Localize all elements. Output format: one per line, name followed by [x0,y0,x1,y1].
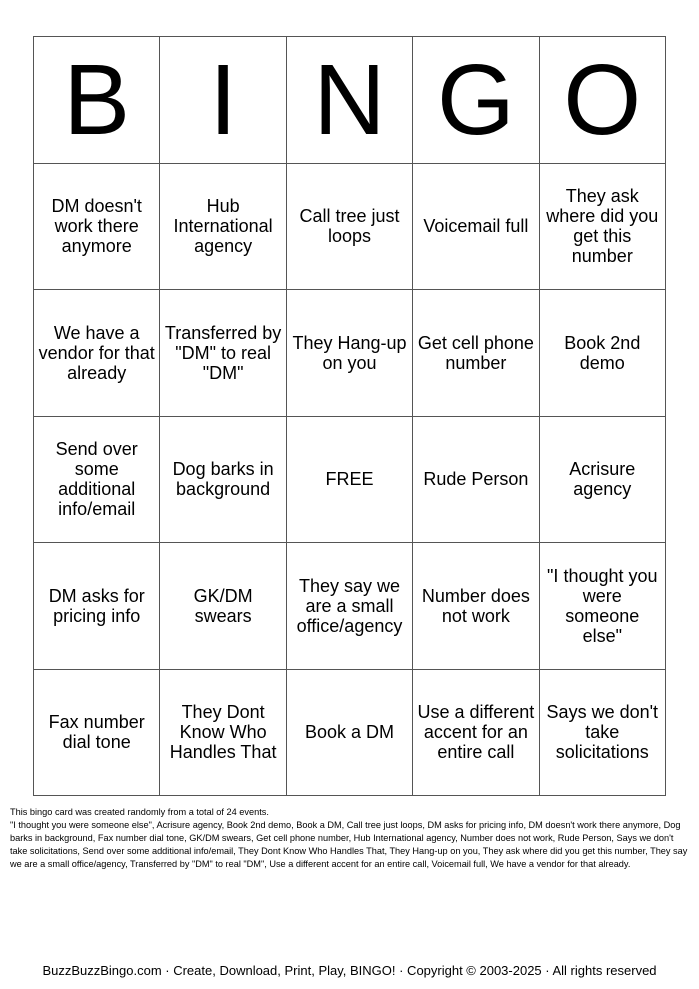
bingo-square: Get cell phone number [413,290,539,417]
bingo-square: They say we are a small office/agency [287,543,413,670]
bingo-square: DM asks for pricing info [34,543,160,670]
bingo-square: Use a different accent for an entire call [413,670,539,797]
header-letter-b: B [34,37,160,164]
bingo-square: They Dont Know Who Handles That [160,670,286,797]
bingo-square: Send over some additional info/email [34,417,160,544]
bingo-square: Book a DM [287,670,413,797]
header-letter-o: O [540,37,666,164]
copyright-footer: BuzzBuzzBingo.com · Create, Download, Print, Play, BINGO! · Copyright © 2003-2025 · All rights reserved [42,963,657,978]
card-footnote [10,806,690,871]
footnote-summary: This bingo card was created randomly from a total of 24 events. [10,807,269,817]
bingo-card [33,36,666,796]
bingo-square: Acrisure agency [540,417,666,544]
header-letter-n: N [287,37,413,164]
bingo-square: Book 2nd demo [540,290,666,417]
bingo-square: Transferred by "DM" to real "DM" [160,290,286,417]
bingo-square: Dog barks in background [160,417,286,544]
header-letter-g: G [413,37,539,164]
bingo-square: We have a vendor for that already [34,290,160,417]
bingo-square: Says we don't take solicitations [540,670,666,797]
bingo-square: Number does not work [413,543,539,670]
bingo-square: Fax number dial tone [34,670,160,797]
bingo-square: DM doesn't work there anymore [34,164,160,291]
bingo-square: GK/DM swears [160,543,286,670]
free-square: FREE [287,417,413,544]
bingo-square: They Hang-up on you [287,290,413,417]
bingo-square: They ask where did you get this number [540,164,666,291]
bingo-square: Rude Person [413,417,539,544]
bingo-square: "I thought you were someone else" [540,543,666,670]
bingo-square: Hub International agency [160,164,286,291]
header-letter-i: I [160,37,286,164]
bingo-square: Voicemail full [413,164,539,291]
bingo-square: Call tree just loops [287,164,413,291]
footnote-events-list: "I thought you were someone else", Acrisure agency, Book 2nd demo, Book a DM, Call tree just loops, DM asks for pricing info, DM doesn't work there anymore, Dog barks in background, Fax number dial tone, GK/DM swears, Get cell phone number, Hub International agency, Number does not work, Rude Person, Says we don't take solicitations, Send over some additional info/email, They Dont Know Who Handles That, They Hang-up on you, They ask where did you get this number, They say we are a small office/agency, Transferred by "DM" to real "DM", Use a different accent for an entire call, Voicemail full, We have a vendor for that already. [10,820,688,869]
